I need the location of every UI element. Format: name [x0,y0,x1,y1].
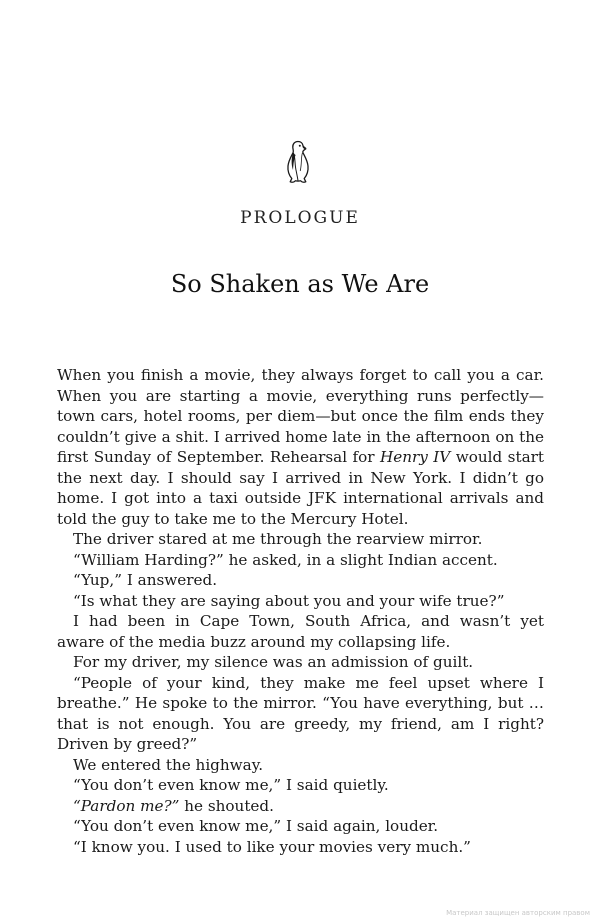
paragraph: For my driver, my silence was an admission of guilt. [73,653,474,671]
paragraph: When you finish a movie, they always forget to call you a car. When you are starting a movie, everything runs perfectly—town cars, hotel rooms, per diem—but once the film ends they couldn’t give a shit. I arrived home late in the afternoon on the first Sunday of September. Rehearsal for Henry IV would start the next day. I should say I arrived in New York. I didn’t go home. I got into a taxi outside JFK international arrivals and told the guy to take me to the Mercury Hotel. [57,366,544,528]
paragraph: The driver stared at me through the rearview mirror. [73,530,483,548]
paragraph: We entered the highway. [73,755,264,774]
chapter-label: PROLOGUE [240,208,360,228]
paragraph: I had been in Cape Town, South Africa, and wasn’t yet aware of the media buzz around my collapsing life. [57,612,544,651]
paragraph: “I know you. I used to like your movies very much.” [73,837,471,856]
paragraph: “Pardon me?” he shouted. [73,796,274,815]
watermark: Материал защищен авторским правом [446,909,590,917]
body-text [57,365,544,857]
paragraph: “You don’t even know me,” I said again, louder. [73,817,439,835]
chapter-title: So Shaken as We Are [170,270,430,298]
paragraph: “You don’t even know me,” I said quietly. [73,776,389,794]
paragraph: “Yup,” I answered. [73,571,218,589]
paragraph: “Is what they are saying about you and your wife true?” [73,591,505,610]
paragraph: “William Harding?” he asked, in a slight Indian accent. [73,550,498,569]
paragraph: “People of your kind, they make me feel upset where I breathe.” He spoke to the mirror. “You have everything, but … that is not enough. You are greedy, my friend, am I right? Driven by greed?” [57,673,544,753]
penguin-icon [283,140,313,184]
